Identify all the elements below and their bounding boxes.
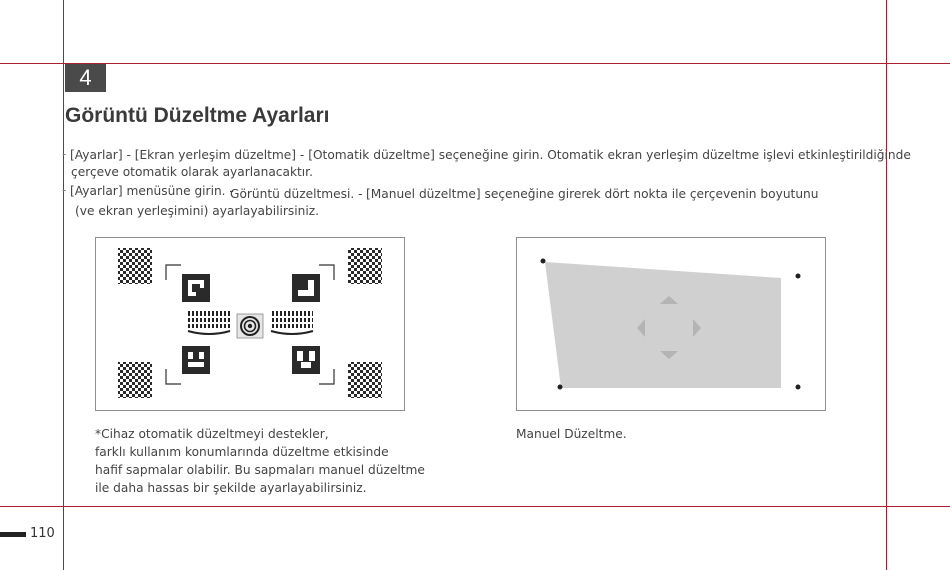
caption-left-line-2: farklı kullanım konumlarında düzeltme etkisinde [95, 445, 389, 459]
checker-pattern-icon [348, 362, 382, 398]
caption-right: Manuel Düzeltme. [516, 427, 627, 441]
marker-square-top-left [182, 274, 210, 302]
resolution-bars-right [271, 311, 313, 334]
marker-square-bottom-right [292, 346, 320, 374]
paragraph-line-4: (ve ekran yerleşimini) ayarlayabilirsiniz. [75, 204, 320, 218]
caption-left-line-3: hafif sapmalar olabilir. Bu sapmaları manuel düzeltme [95, 463, 425, 477]
checker-pattern-icon [348, 248, 382, 284]
page-title: Görüntü Düzeltme Ayarları [65, 104, 330, 127]
paragraph-line-3b: Görüntü düzeltmesi. - [230, 187, 363, 201]
page-number: 110 [30, 526, 55, 541]
manual-correction-figure [516, 237, 826, 411]
caption-left-line-1: *Cihaz otomatik düzeltmeyi destekler, [95, 427, 329, 441]
corner-handle-bottom-right[interactable] [796, 385, 801, 390]
marker-square-top-right [292, 274, 320, 302]
caption-left-line-4: ile daha hassas bir şekilde ayarlayabilirsiniz. [95, 481, 367, 495]
section-number-badge: 4 [65, 64, 106, 92]
guide-line-top [0, 63, 950, 64]
corner-handle-top-left[interactable] [541, 259, 546, 264]
paragraph-line-3a: [Ayarlar] menüsüne girin. - [70, 184, 234, 198]
resolution-bars-left [188, 311, 230, 334]
page-number-bar [0, 532, 26, 537]
guide-line-bottom [0, 506, 950, 507]
guide-line-right [886, 0, 887, 570]
checker-pattern-icon [118, 248, 152, 284]
focus-target-icon [237, 314, 263, 338]
marker-square-bottom-left [182, 346, 210, 374]
guide-line-left [62, 0, 67, 570]
corner-handle-bottom-left[interactable] [558, 385, 563, 390]
paragraph-line-3c: [Manuel düzeltme] seçeneğine girerek dört nokta ile çerçevenin boyutunu [366, 187, 819, 201]
paragraph-line-2: çerçeve otomatik olarak ayarlanacaktır. [71, 165, 313, 179]
line-marker: - [62, 147, 67, 161]
checker-pattern-icon [118, 362, 152, 398]
projected-image-area [545, 262, 781, 388]
corner-handle-top-right[interactable] [796, 274, 801, 279]
auto-correction-figure [95, 237, 405, 411]
paragraph-line-1: [Ayarlar] - [Ekran yerleşim düzeltme] - [Otomatik düzeltme] seçeneğine girin. Otomatik ekran yerleşim düzeltme işlevi etkinleştirildiğinde [70, 148, 911, 162]
line-marker: - [62, 183, 67, 197]
